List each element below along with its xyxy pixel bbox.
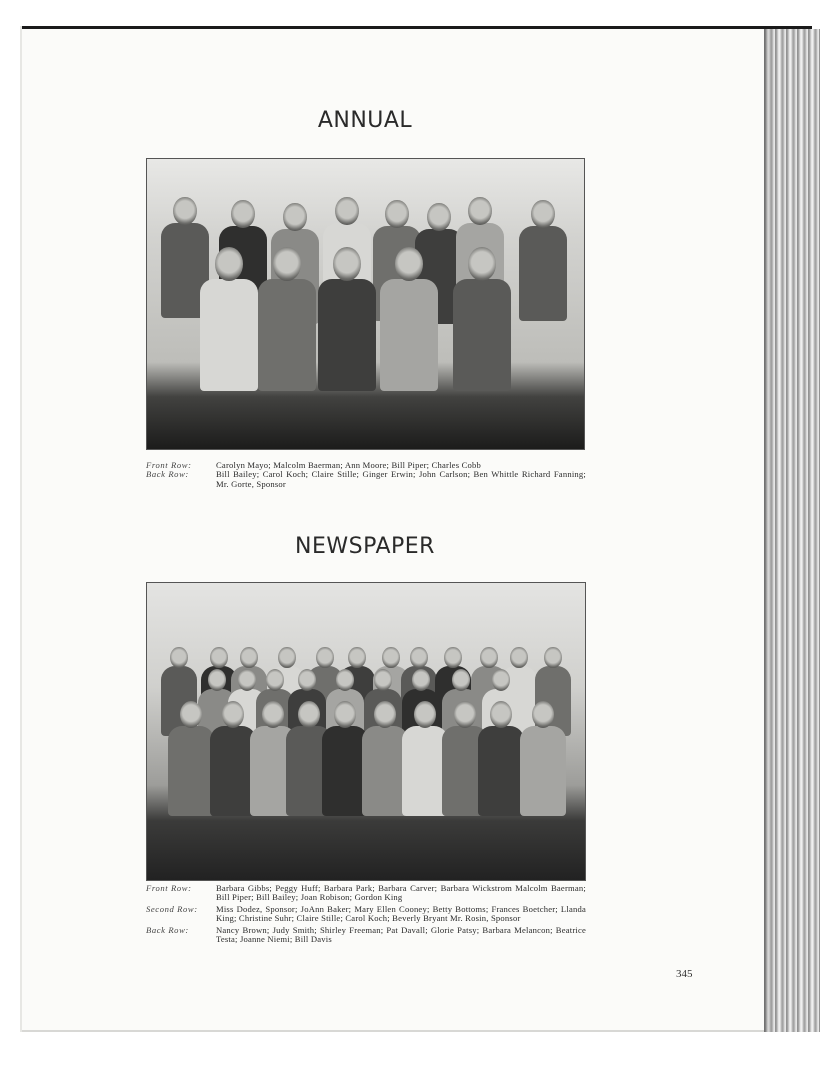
person-head xyxy=(348,647,365,668)
person-body xyxy=(200,279,258,392)
person-head xyxy=(266,669,284,691)
caption-row-back xyxy=(146,926,586,945)
person-head xyxy=(480,647,497,668)
person-head xyxy=(334,701,356,728)
person-head xyxy=(215,247,243,281)
person-head xyxy=(468,247,496,281)
person-head xyxy=(382,647,399,668)
person-head xyxy=(222,701,244,728)
person-head xyxy=(238,669,256,691)
person-head xyxy=(262,701,284,728)
annual-caption xyxy=(146,461,586,489)
person-body xyxy=(453,279,511,392)
caption-row-names: Nancy Brown; Judy Smith; Shirley Freeman; Pat Davall; Glorie Patsy; Barbara Melancon; Beatrice Testa; Joanne Niemi; Bill Davis xyxy=(216,924,586,945)
person-body xyxy=(258,279,316,392)
caption-row-names: Miss Dodez, Sponsor; JoAnn Baker; Mary Ellen Cooney; Betty Bottoms; Frances Boetcher; Llanda King; Christine Suhr; Claire Stille; Carol Koch; Beverly Bryant Mr. Rosin, Sponsor xyxy=(216,903,586,924)
caption-row-label: Second Row: xyxy=(146,903,198,914)
person-head xyxy=(170,647,187,668)
person-head xyxy=(374,669,392,691)
person-body xyxy=(519,226,567,321)
person-head xyxy=(316,647,333,668)
person-body xyxy=(478,726,524,816)
person-head xyxy=(468,197,491,225)
person-head xyxy=(532,701,554,728)
person-head xyxy=(395,247,423,281)
person-head xyxy=(490,701,512,728)
person-head xyxy=(283,203,306,231)
person-head xyxy=(374,701,396,728)
caption-row-label: Front Row: xyxy=(146,460,192,470)
person-head xyxy=(240,647,257,668)
person-head xyxy=(385,200,408,228)
newspaper-caption xyxy=(146,884,586,946)
annual-group-photo xyxy=(146,158,585,450)
person-head xyxy=(531,200,554,228)
person-body xyxy=(520,726,566,816)
caption-row-names: Bill Bailey; Carol Koch; Claire Stille; Ginger Erwin; John Carlson; Ben Whittle Richard Fanning; Mr. Gorte, Sponsor xyxy=(216,469,586,489)
person-head xyxy=(278,647,295,668)
caption-row-second xyxy=(146,905,586,924)
caption-row-label: Front Row: xyxy=(146,883,192,893)
person-head xyxy=(180,701,202,728)
spine-shadow xyxy=(764,29,772,1032)
person-head xyxy=(231,200,254,228)
person-head xyxy=(510,647,527,668)
person-head xyxy=(414,701,436,728)
caption-row-names: Carolyn Mayo; Malcolm Baerman; Ann Moore; Bill Piper; Charles Cobb xyxy=(216,460,482,470)
person-head xyxy=(298,701,320,728)
person-head xyxy=(544,647,561,668)
section-title-newspaper: NEWSPAPER xyxy=(295,534,435,559)
person-head xyxy=(210,647,227,668)
person-head xyxy=(492,669,510,691)
person-head xyxy=(412,669,430,691)
caption-row-label: Back Row: xyxy=(146,924,189,935)
person-head xyxy=(452,669,470,691)
person-head xyxy=(273,247,301,281)
person-body xyxy=(168,726,214,816)
caption-row-names: Barbara Gibbs; Peggy Huff; Barbara Park; Barbara Carver; Barbara Wickstrom Malcolm Baerman; Bill Piper; Bill Bailey; Joan Robison; Gordon King xyxy=(216,883,586,903)
book-spine-pages xyxy=(764,29,820,1032)
person-head xyxy=(333,247,361,281)
scan-top-border xyxy=(22,26,812,29)
newspaper-group-photo xyxy=(146,582,586,881)
page-bottom-edge xyxy=(22,1030,792,1032)
section-title-annual: ANNUAL xyxy=(317,108,413,133)
person-head xyxy=(336,669,354,691)
caption-row-front xyxy=(146,884,586,903)
person-body xyxy=(318,279,376,392)
person-head xyxy=(208,669,226,691)
page-number: 345 xyxy=(676,968,693,980)
person-head xyxy=(427,203,450,231)
caption-row-label: Back Row: xyxy=(146,469,189,480)
person-head xyxy=(298,669,316,691)
person-head xyxy=(444,647,461,668)
person-head xyxy=(335,197,358,225)
caption-row-back xyxy=(146,470,586,489)
person-head xyxy=(454,701,476,728)
person-head xyxy=(410,647,427,668)
person-head xyxy=(173,197,196,225)
person-body xyxy=(380,279,438,392)
